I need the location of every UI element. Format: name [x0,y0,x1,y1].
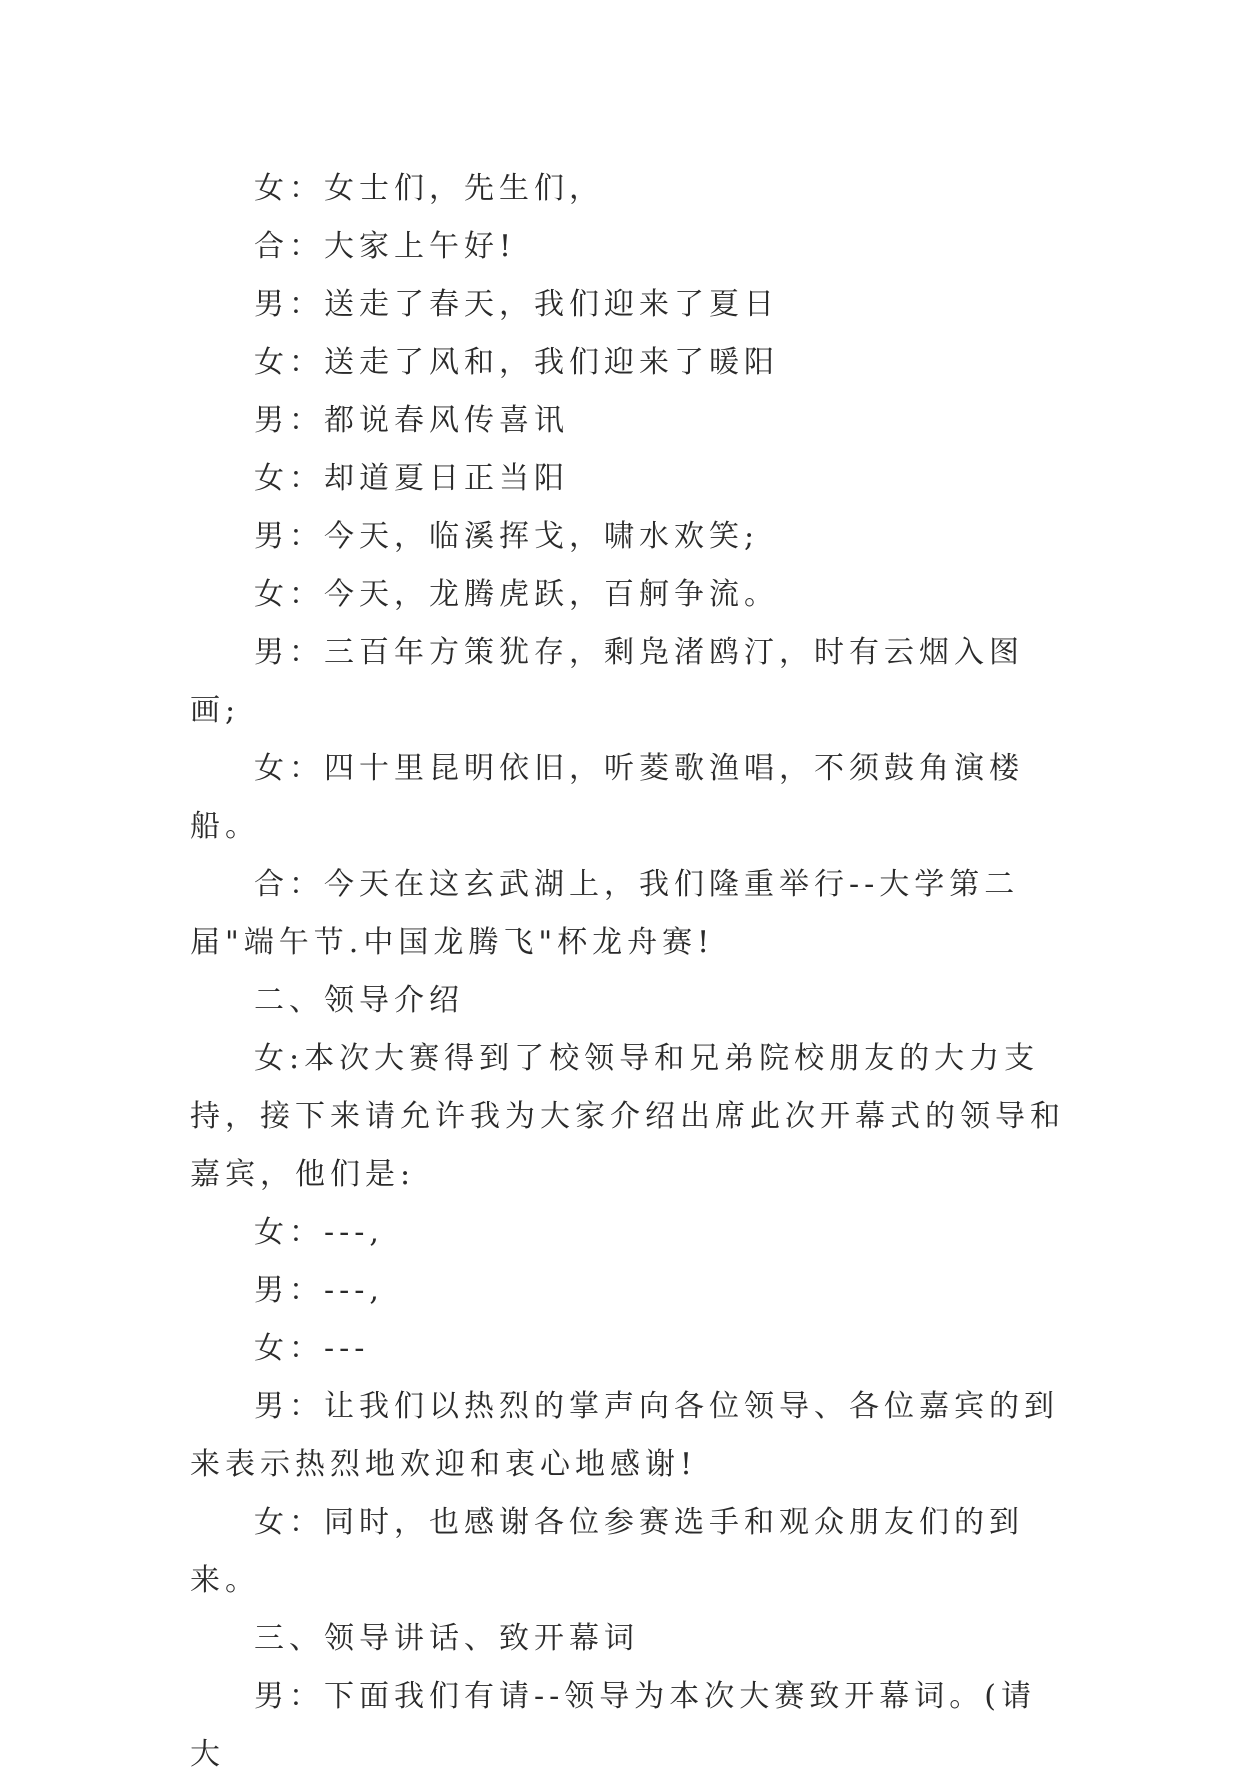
paragraph: 女：--- [254,1331,370,1366]
paragraph: 女：送走了风和，我们迎来了暖阳 [254,345,779,380]
paragraph: 女:本次大赛得到了校领导和兄弟院校朋友的大力支持，接下来请允许我为大家介绍出席此次开幕式的领导和嘉宾，他们是: [190,1041,1065,1192]
document-body [190,160,1065,1784]
paragraph: 合：大家上午好! [254,229,517,264]
paragraph: 女：今天，龙腾虎跃，百舸争流。 [254,577,779,612]
paragraph: 合：今天在这玄武湖上，我们隆重举行--大学第二届"端午节.中国龙腾飞"杯龙舟赛! [190,867,1020,960]
paragraph: 女：---, [254,1215,384,1250]
paragraph: 女：同时，也感谢各位参赛选手和观众朋友们的到来。 [190,1505,1024,1598]
paragraph: 男：下面我们有请--领导为本次大赛致开幕词。(请大 [190,1679,1036,1772]
section-heading: 三、领导讲话、致开幕词 [254,1621,639,1656]
paragraph: 男：三百年方策犹存，剩凫渚鸥汀，时有云烟入图画; [190,635,1024,728]
paragraph: 男：今天，临溪挥戈，啸水欢笑; [254,519,760,554]
paragraph: 男：都说春风传喜讯 [254,403,569,438]
paragraph: 男：---, [254,1273,384,1308]
paragraph: 男：送走了春天，我们迎来了夏日 [254,287,779,322]
paragraph: 女：四十里昆明依旧，听菱歌渔唱，不须鼓角演楼船。 [190,751,1024,844]
paragraph: 女：却道夏日正当阳 [254,461,569,496]
paragraph: 男：让我们以热烈的掌声向各位领导、各位嘉宾的到来表示热烈地欢迎和衷心地感谢! [190,1389,1059,1482]
paragraph: 女：女士们，先生们， [254,171,604,206]
section-heading: 二、领导介绍 [254,983,464,1018]
